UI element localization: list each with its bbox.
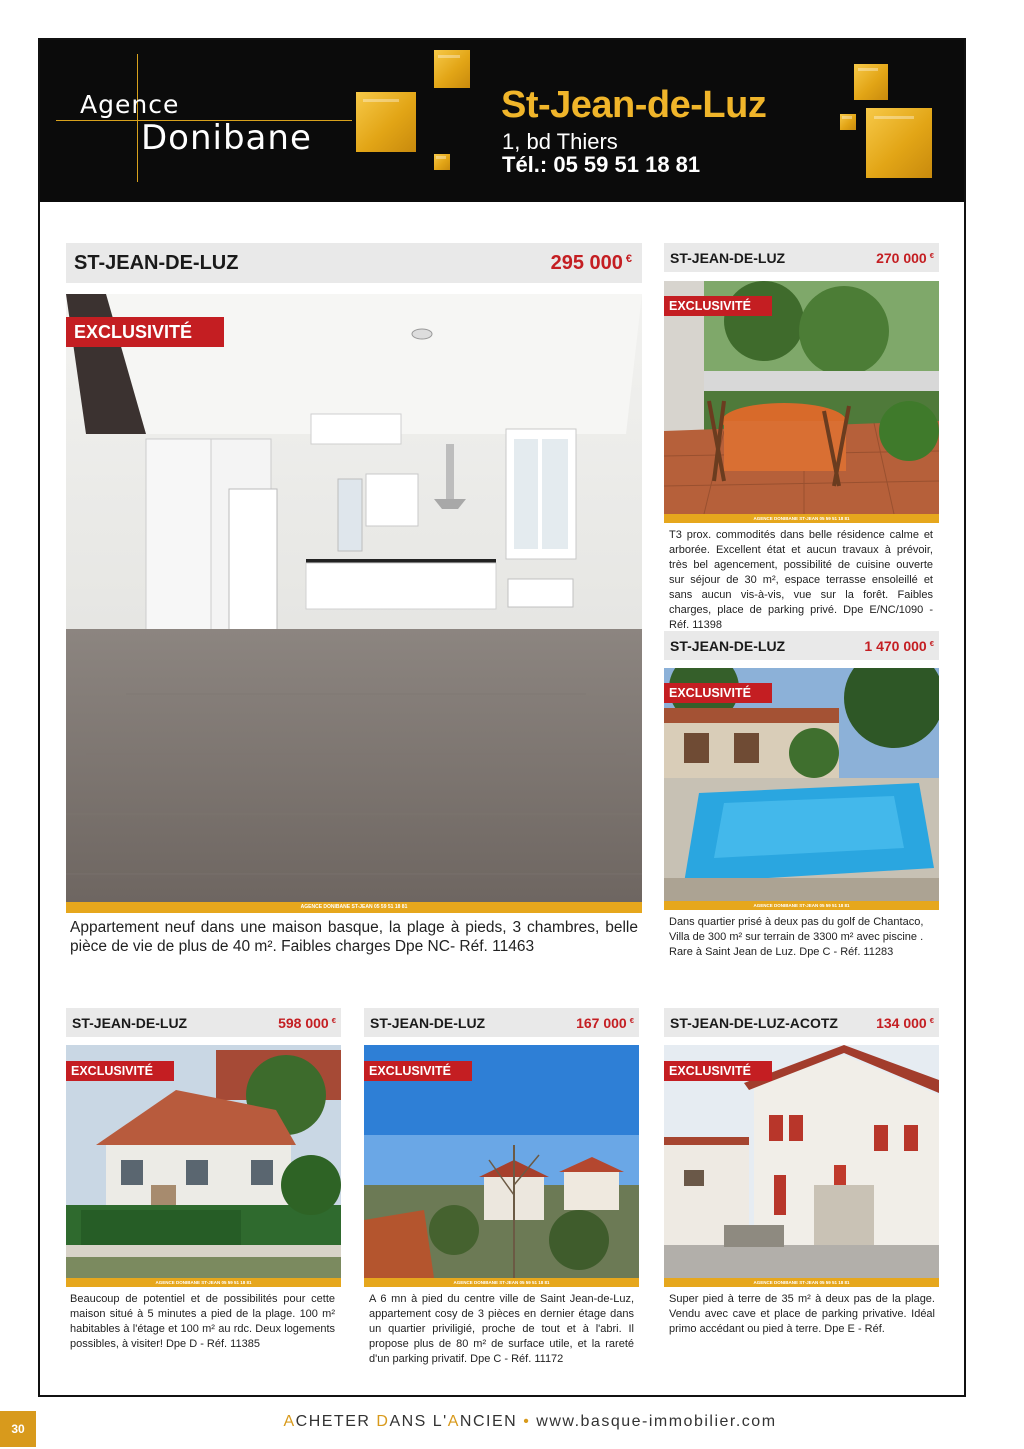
decor-square-top [434,50,470,88]
exclusivity-badge: EXCLUSIVITÉ [664,683,772,703]
listing-location: ST-JEAN-DE-LUZ [74,251,239,274]
listing-photo [66,294,642,902]
photo-credit: AGENCE DONIBANE ST-JEAN 05 59 51 18 81 [66,902,642,913]
listing-description: T3 prox. commodités dans belle résidence calme et arborée. Excellent état et aucun travaux à prévoir, très bel agencement, possibilité de cuisine ouverte sur séjour de 30 m², espace terrasse ensoleillé et sans aucun vis-à-vis, vue sur la forêt. Faibles charges, place de parking privé. Dpe E/NC/1090 - Réf. 11398 [669,529,933,631]
exclusivity-badge: EXCLUSIVITÉ [664,296,772,316]
decor-square-right-top [854,64,888,100]
listing-location: ST-JEAN-DE-LUZ [670,637,786,654]
page-number: 30 [0,1411,36,1447]
listing-photo [66,1045,341,1278]
footer-initial: A [447,1413,460,1430]
exclusivity-badge: EXCLUSIVITÉ [664,1061,772,1081]
listing-title-bar [66,243,642,283]
listing-description: A 6 mn à pied du centre ville de Saint Jean-de-Luz, appartement cosy de 3 pièces en dernier étage dans un quartier priviligié, proche de tout et à l'abri. Il propose plus de 80 m² de surface utile, et la rareté d'un parking privatif. Dpe C - Réf. 11172 [369,1293,634,1365]
photo-credit: AGENCE DONIBANE ST-JEAN 05 59 51 18 81 [66,1278,341,1287]
decor-square-small [434,154,450,170]
listing-price: 295 000 € [550,251,632,274]
listing-price: 167 000 € [576,1014,634,1031]
photo-credit: AGENCE DONIBANE ST-JEAN 05 59 51 18 81 [364,1278,639,1287]
photo-credit: AGENCE DONIBANE ST-JEAN 05 59 51 18 81 [664,901,939,910]
agency-phone: Tél.: 05 59 51 18 81 [502,152,701,177]
agency-name-line2: Donibane [141,118,312,158]
listing-description: Appartement neuf dans une maison basque, la plage à pieds, 3 chambres, belle pièce de vie de plus de 40 m². Faibles charges Dpe NC- Réf. 11463 [70,919,638,955]
footer-word: ANS L' [389,1413,448,1430]
listing-title-bar [664,243,939,272]
decor-square-right-large [866,108,932,178]
listing-price: 270 000 € [876,249,934,266]
listing-location: ST-JEAN-DE-LUZ-ACOTZ [670,1014,838,1031]
footer-initial: D [376,1413,390,1430]
footer-tagline [0,1413,1024,1431]
footer-word: CHETER [295,1413,377,1430]
agency-address: 1, bd Thiers [502,129,618,154]
footer-separator: • [523,1413,531,1430]
agency-header [40,40,964,202]
footer-url-link[interactable]: www.basque-immobilier.com [536,1413,777,1430]
listing-location: ST-JEAN-DE-LUZ [370,1014,486,1031]
listing-price: 134 000 € [876,1014,934,1031]
listing-title-bar [664,631,939,660]
decor-square-right-small [840,114,856,130]
listing-photo [664,668,939,901]
listing-location: ST-JEAN-DE-LUZ [72,1014,188,1031]
listing-description: Super pied à terre de 35 m² à deux pas de la plage. Vendu avec cave et place de parking privative. Idéal primo accédant ou pied à terre. Dpe E - Réf. [669,1293,935,1335]
listing-title-bar [66,1008,341,1037]
photo-credit: AGENCE DONIBANE ST-JEAN 05 59 51 18 81 [664,514,939,523]
agency-name-line1: Agence [80,90,180,119]
listing-photo [364,1045,639,1278]
listing-photo [664,1045,939,1278]
listing-title-bar [364,1008,639,1037]
interior-photo [66,294,642,902]
footer-word: NCIEN [459,1413,518,1430]
footer-initial: A [283,1413,296,1430]
photo-credit: AGENCE DONIBANE ST-JEAN 05 59 51 18 81 [664,1278,939,1287]
exclusivity-badge: EXCLUSIVITÉ [66,1061,174,1081]
exclusivity-badge: EXCLUSIVITÉ [364,1061,472,1081]
exclusivity-badge: EXCLUSIVITÉ [66,317,224,347]
agency-city: St-Jean-de-Luz [501,84,767,126]
decor-square-large [356,92,416,152]
listing-location: ST-JEAN-DE-LUZ [670,249,786,266]
listing-title-bar [664,1008,939,1037]
listing-description: Dans quartier prisé à deux pas du golf de Chantaco, Villa de 300 m² sur terrain de 3300 m² avec piscine . Rare à Saint Jean de Luz. Dpe C - Réf. 11283 [669,916,924,958]
listing-photo [664,281,939,514]
listing-price: 1 470 000 € [864,637,934,654]
listing-description: Beaucoup de potentiel et de possibilités pour cette maison situé à 5 minutes a pied de la plage. 100 m² habitables à l'étage et 100 m² au rdc. Deux logements possibles, à visiter! Dpe D - Réf. 11385 [70,1293,335,1350]
listing-price: 598 000 € [278,1014,336,1031]
